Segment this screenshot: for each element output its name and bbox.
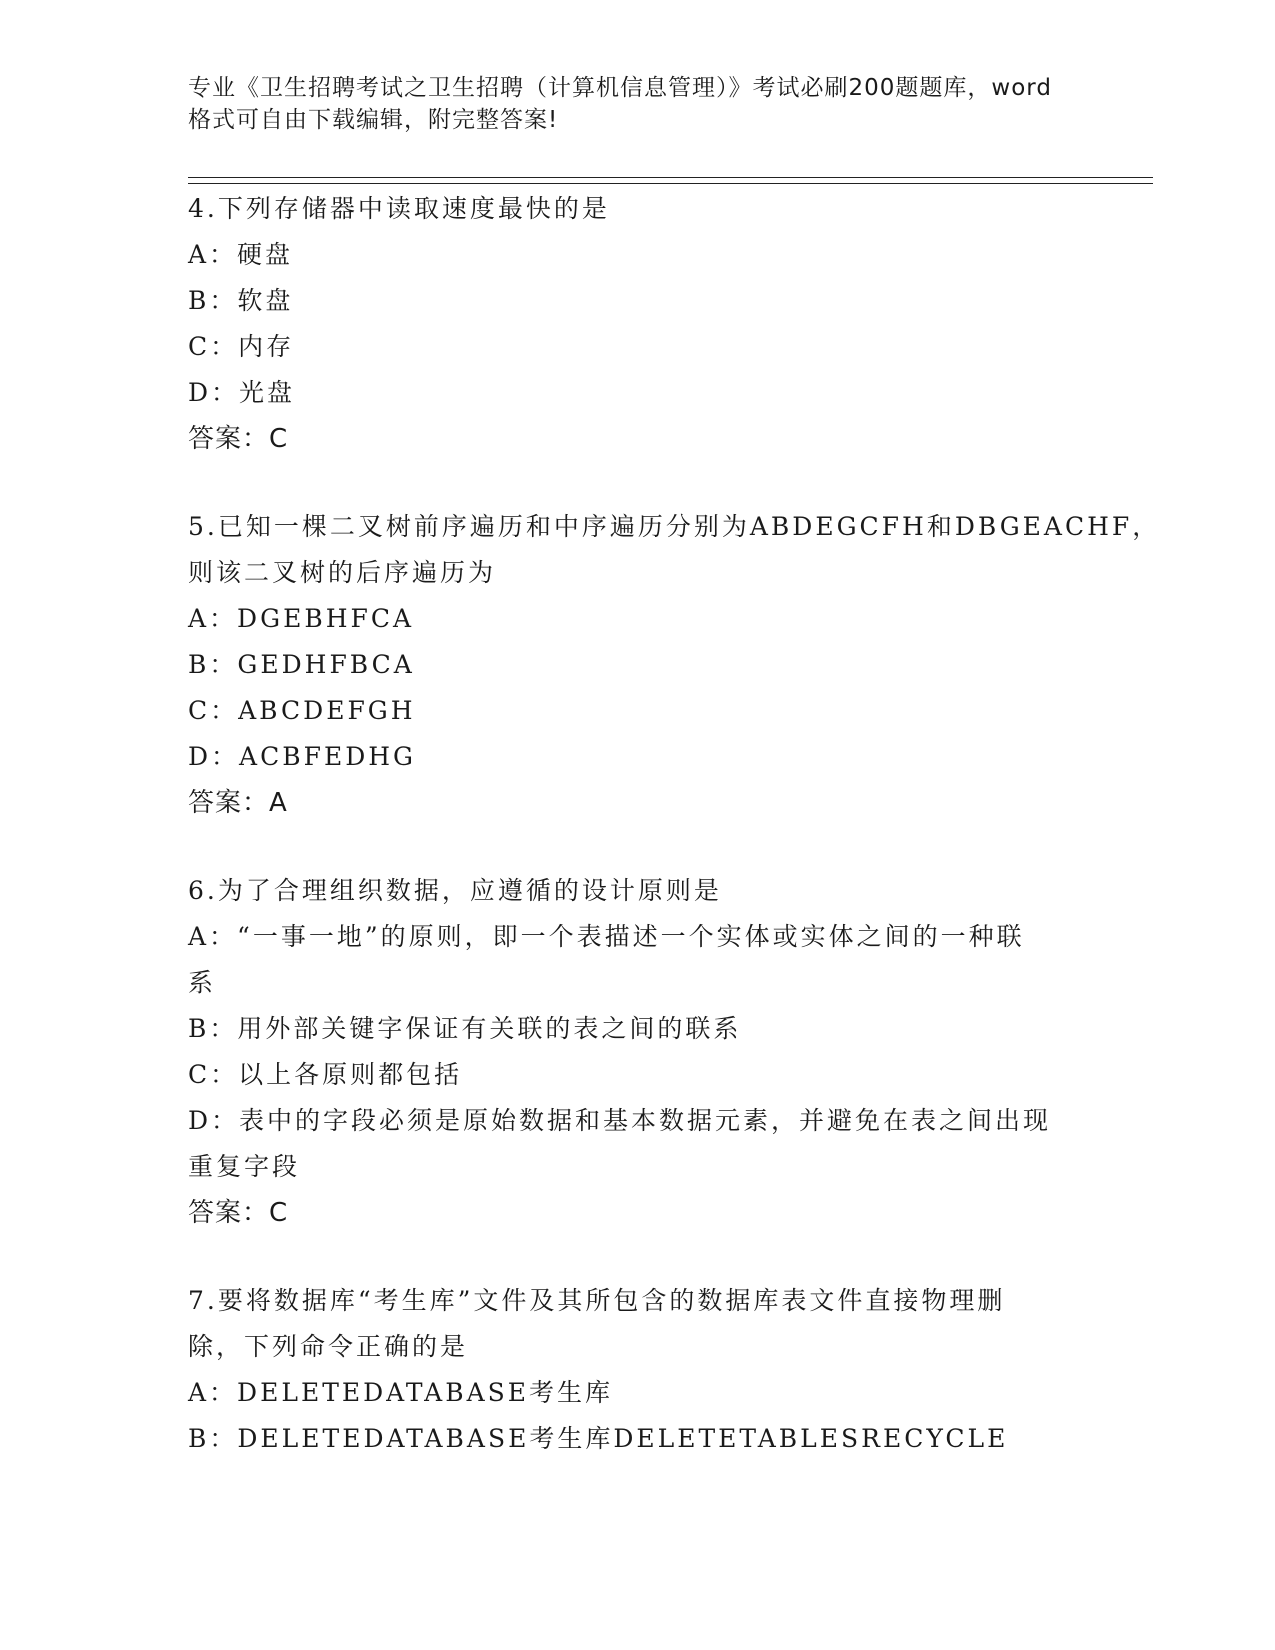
question-text-line: 则该二叉树的后序遍历为 bbox=[188, 558, 497, 587]
header-divider-bottom bbox=[188, 183, 1153, 184]
option-d-continued: 重复字段 bbox=[188, 1152, 301, 1181]
question-text-line: 7.要将数据库“考生库”文件及其所包含的数据库表文件直接物理删 bbox=[188, 1286, 1006, 1315]
header-line: 专业《卫生招聘考试之卫生招聘（计算机信息管理）》考试必刷200题题库，word bbox=[188, 75, 1052, 101]
answer-label: 答案：A bbox=[188, 788, 288, 818]
question-text-line: 除，下列命令正确的是 bbox=[188, 1332, 469, 1361]
option-a-continued: 系 bbox=[188, 968, 217, 997]
question-item bbox=[188, 186, 1088, 462]
option-d: D：光盘 bbox=[188, 378, 296, 407]
option-b: B：软盘 bbox=[188, 286, 294, 315]
option-b: B：用外部关键字保证有关联的表之间的联系 bbox=[188, 1014, 742, 1043]
answer-label: 答案：C bbox=[188, 1198, 289, 1228]
option-a: A：DGEBHFCA bbox=[188, 604, 415, 633]
option-d: D：ACBFEDHG bbox=[188, 742, 417, 771]
option-c: C：以上各原则都包括 bbox=[188, 1060, 463, 1089]
option-a: A：“一事一地”的原则，即一个表描述一个实体或实体之间的一种联 bbox=[188, 922, 1025, 951]
option-a: A：DELETEDATABASE考生库 bbox=[188, 1378, 614, 1407]
question-item bbox=[188, 504, 1161, 826]
option-d: D：表中的字段必须是原始数据和基本数据元素，并避免在表之间出现 bbox=[188, 1106, 1052, 1135]
question-text-line: 6.为了合理组织数据，应遵循的设计原则是 bbox=[188, 876, 722, 905]
option-b: B：DELETEDATABASE考生库DELETETABLESRECYCLE bbox=[188, 1424, 1009, 1453]
question-text bbox=[188, 186, 1088, 232]
question-list bbox=[188, 186, 1161, 1504]
question-text bbox=[188, 1278, 1088, 1370]
question-text-line: 5.已知一棵二叉树前序遍历和中序遍历分别为ABDEGCFH和DBGEACHF， bbox=[188, 512, 1161, 541]
option-c: C：内存 bbox=[188, 332, 295, 361]
option-b: B：GEDHFBCA bbox=[188, 650, 415, 679]
question-text-line: 4.下列存储器中读取速度最快的是 bbox=[188, 194, 610, 223]
header-divider-top bbox=[188, 177, 1153, 178]
question-item bbox=[188, 868, 1088, 1236]
question-item bbox=[188, 1278, 1088, 1462]
answer-label: 答案：C bbox=[188, 424, 289, 454]
document-header bbox=[188, 72, 1088, 136]
question-text bbox=[188, 868, 1088, 914]
option-c: C：ABCDEFGH bbox=[188, 696, 416, 725]
header-line: 格式可自由下载编辑，附完整答案! bbox=[188, 107, 559, 133]
option-a: A：硬盘 bbox=[188, 240, 294, 269]
question-text bbox=[188, 504, 1161, 596]
